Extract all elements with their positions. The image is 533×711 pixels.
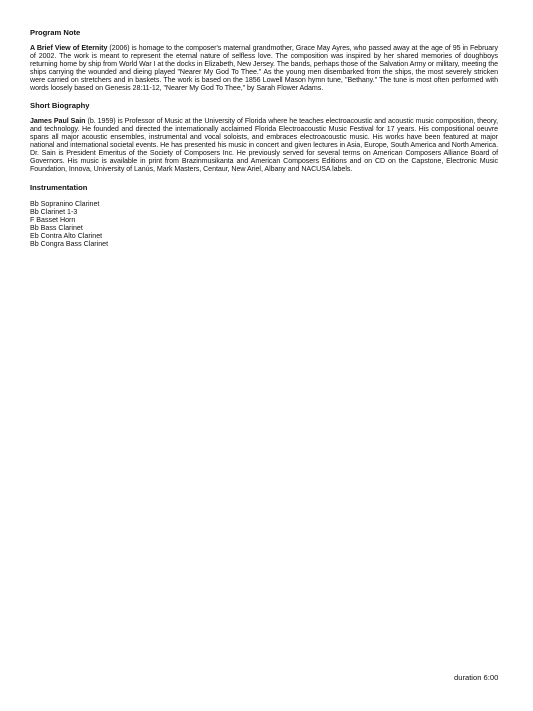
work-title: A Brief View of Eternity	[30, 44, 108, 52]
duration-label: duration 6:00	[454, 673, 499, 682]
biography-heading: Short Biography	[30, 101, 90, 111]
list-item: F Basset Horn	[30, 215, 76, 224]
program-note-heading: Program Note	[30, 28, 81, 37]
biography-body: (b. 1959) is Professor of Music at the University of Florida where he teaches electroacoustic and acoustic music composition, theory, and technology. He founded and directed the internationally acclaimed Florida Electroacoustic Music Festival for 17 years. His compositional oeuvre spans all major acoustic ensembles, instrumental and vocal soloists, and embraces electroacoustic music. His works have been featured at major national and international societal events. He has presented his music in concert and given lectures in Asia, Europe, South America and North America. Dr. Sain is President Emeritus of the Society of Composers Inc. He previously served for several terms on American Composers Alliance Board of Governors. His music is available in print from Brazinmusikanta and American Composers Editions and on CD on the Capstone, Electronic Music Foundation, Innova, University of Lanús, Mark Masters, Centaur, New Ariel, Albany and NACUSA labels.	[30, 117, 498, 173]
instrumentation-heading: Instrumentation	[30, 182, 88, 192]
program-note-section	[30, 28, 498, 92]
biography-section	[30, 101, 498, 173]
document-page	[30, 28, 498, 248]
instrument-list	[30, 200, 498, 248]
program-note-body: (2006) is homage to the composer's maternal grandmother, Grace May Ayres, who passed away at the age of 95 in February of 2002. The work is meant to represent the eternal nature of selfless love. The composition was inspired by her shared memories of doughboys returning home by ship from World War I at the docks in Elizabeth, New Jersey. The bands, perhaps those of the Salvation Army or military, meeting the ships carrying the wounded and dieing played "Nearer My God To Thee." As the young men disembarked from the ships, the most severely stricken were carried on stretchers and in baskets. The work is based on the 1856 Lowell Mason hymn tune, "Bethany." The tune is most often performed with words loosely based on Genesis 28:11-12, "Nearer My God To Thee," by Sarah Flower Adams.	[30, 44, 498, 92]
instrumentation-section	[30, 183, 498, 248]
list-item: Bb Congra Bass Clarinet	[30, 239, 109, 248]
composer-name: James Paul Sain	[30, 117, 86, 126]
biography-paragraph	[30, 118, 498, 173]
list-item: Eb Contra Alto Clarinet	[30, 231, 103, 240]
list-item: Bb Clarinet 1-3	[30, 207, 78, 216]
list-item: Bb Sopranino Clarinet	[30, 199, 100, 208]
program-note-paragraph	[30, 45, 498, 92]
list-item: Bb Bass Clarinet	[30, 223, 83, 232]
